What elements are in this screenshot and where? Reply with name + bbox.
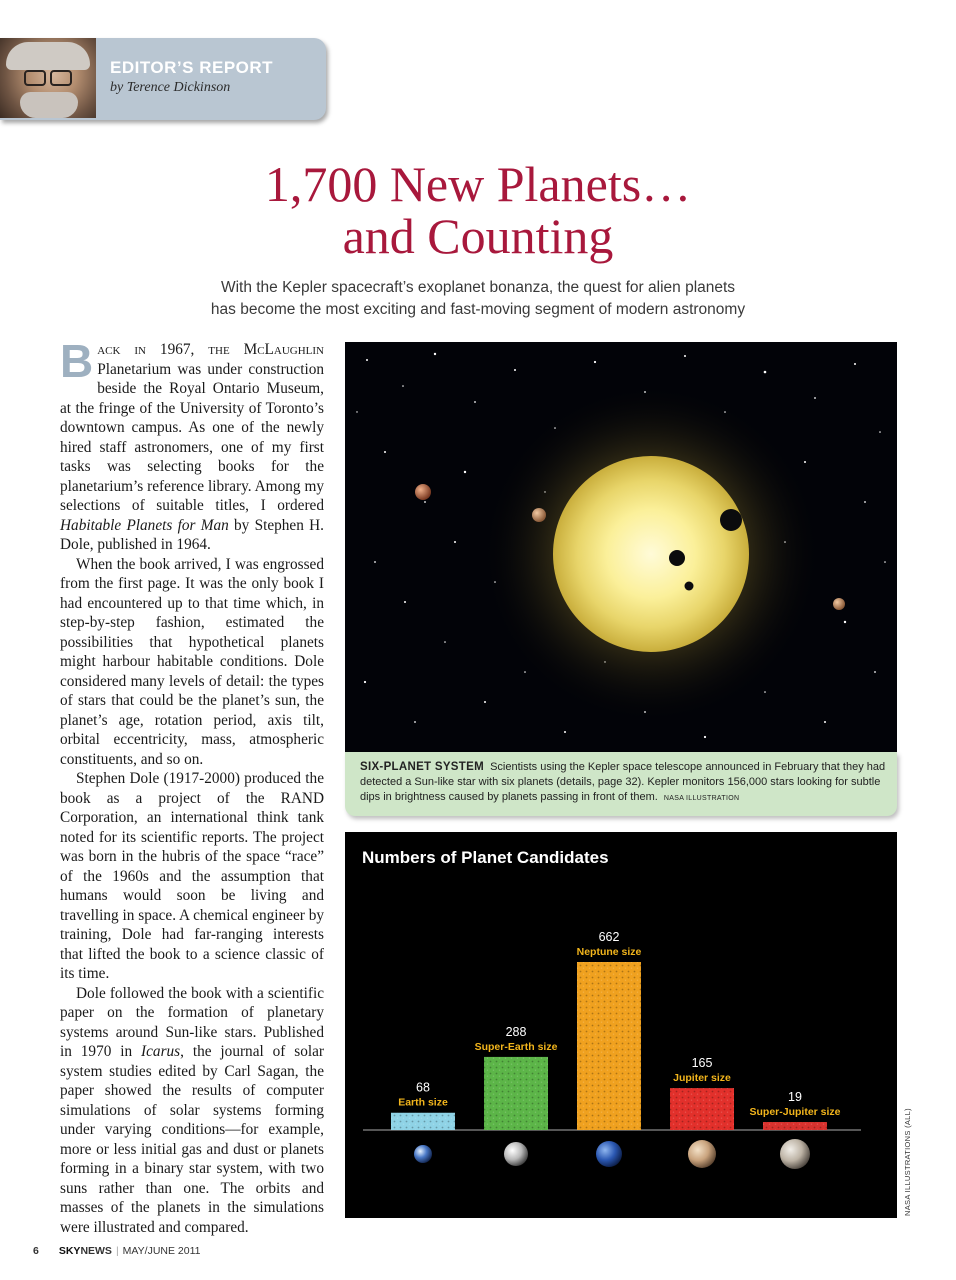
issue-date: MAY/JUNE 2011 [122,1245,201,1257]
p1-text-b: Planetarium was under construction beside the Royal Ontario Museum, at the fringe of the University of Toronto’s downtown campus. As one of the newly hired staff astronomers, one of my first tasks was selecting books for the planetarium’s reference library. Among my selections of suitable titles, I ordered [60,360,324,514]
chart-frame [345,832,897,1218]
planet-5-transit [685,582,694,591]
value-label-super-earth: 288 [505,1024,527,1039]
bar-texture-earth [391,1113,455,1130]
bar-texture-jupiter [670,1088,734,1130]
value-label-neptune: 662 [598,930,620,944]
footer-separator: | [115,1245,119,1257]
caption-credit: NASA ILLUSTRATION [663,795,740,802]
photo-caption [360,760,888,806]
starfield-svg [345,342,897,752]
author-photo [0,38,96,118]
planet-4-transit [669,550,685,566]
planet-globe-jupiter [688,1140,716,1168]
drop-cap: B [60,335,94,387]
paragraph-2: When the book arrived, I was engrossed from the first page. It was the only book I had encountered up to that time which, in step-by-step fashion, estimated the possibilities that hypothetical planets might harbour habitable conditions. Dole considered many levels of detail: the types of stars that could be the planet’s sun, the planet’s age, rotation period, axis tilt, orbital eccentricity, mass, atmospheric constituents, and so on. [60,555,324,768]
journal-title: Icarus [141,1043,181,1060]
magazine-name-news: NEWS [80,1245,112,1257]
planet-2 [532,508,546,522]
bar-texture-neptune [577,962,641,1130]
value-label-earth: 68 [416,1080,430,1095]
lead-in-small-caps: ack in [97,341,146,358]
bar-chart [345,832,897,1218]
author-beard [20,92,78,118]
dek-line-1: With the Kepler spacecraft’s exoplanet bonanza, the quest for alien planets [220,279,736,296]
page-number: 6 [33,1245,39,1257]
value-label-super-jupiter: 19 [788,1090,802,1104]
planet-1 [415,484,431,500]
planet-6 [833,598,845,610]
planet-globe-earth [414,1145,432,1163]
byline: by Terence Dickinson [110,80,231,95]
author-glasses [24,70,72,82]
paragraph-1 [60,335,324,555]
section-label: EDITOR’S REPORT [110,58,274,77]
sun-like-star [553,456,749,652]
p4-text-a: Dole followed the book with a scientific paper on the formation of planetary systems around Sun-like stars. Published in 1970 in [60,984,324,1060]
caption-label: SIX-PLANET SYSTEM [360,761,484,773]
caption-text: Scientists using the Kepler space telescope announced in February that they had detected a Sun-like star with six planets (details, page 32). Kepler monitors 156,000 stars looking for subtle dips in brightness caused by planets passing in front of them. [360,761,886,803]
value-label-jupiter: 165 [691,1056,713,1071]
headline-line-1: 1,700 New Planets… [264,156,692,212]
six-planet-system-illustration [345,342,897,752]
p1-text-c: by Stephen H. Dole, published in 1964. [60,516,324,553]
p1-small-caps: the McLaughlin [208,341,324,358]
bar-texture-super-jupiter [763,1122,827,1130]
category-label-super-earth: Super-Earth size [474,1040,558,1053]
planet-globe-super-jupiter [780,1139,810,1169]
headline-line-2: and Counting [342,208,614,264]
dek-line-2: has become the most exciting and fast-moving segment of modern astronomy [210,301,746,318]
planet-globe-super-earth [504,1142,528,1166]
category-label-neptune: Neptune size [576,946,642,958]
article-body [60,335,324,1237]
paragraph-4 [60,984,324,1238]
bar-texture-super-earth [484,1057,548,1130]
p1-text-a: 1967, [146,341,209,358]
planet-3-transit [720,509,742,531]
author-hair [6,42,90,70]
p4-text-b: , the journal of solar system studies edited by Carl Sagan, the paper showed the results of computer simulations of solar systems forming under varying conditions—for example, more or less initial gas and dust or planets forming in a binary star system, with two suns rather than one. The orbits and masses of the planets in the simulations were illustrated and compared. [60,1043,324,1236]
magazine-name-sky: SKY [58,1245,81,1257]
category-label-earth: Earth size [398,1096,448,1109]
paragraph-3: Stephen Dole (1917-2000) produced the book as a project of the RAND Corporation, an international think tank noted for its scientific reports. The project was born in the hubris of the space “race” of the 1960s and the assumption that humans would soon be living and travelling in space. A chemical engineer by training, Dole had far-ranging interests that lifted the book to a science classic of its time. [60,770,324,982]
planet-globe-neptune [596,1141,622,1167]
chart-title: Numbers of Planet Candidates [362,848,609,867]
side-credit: NASA ILLUSTRATIONS (ALL) [903,1108,912,1216]
category-label-super-jupiter: Super-Jupiter size [749,1106,841,1118]
page-footer [33,1245,200,1257]
book-title: Habitable Planets for Man [60,516,229,534]
category-label-jupiter: Jupiter size [673,1072,731,1085]
